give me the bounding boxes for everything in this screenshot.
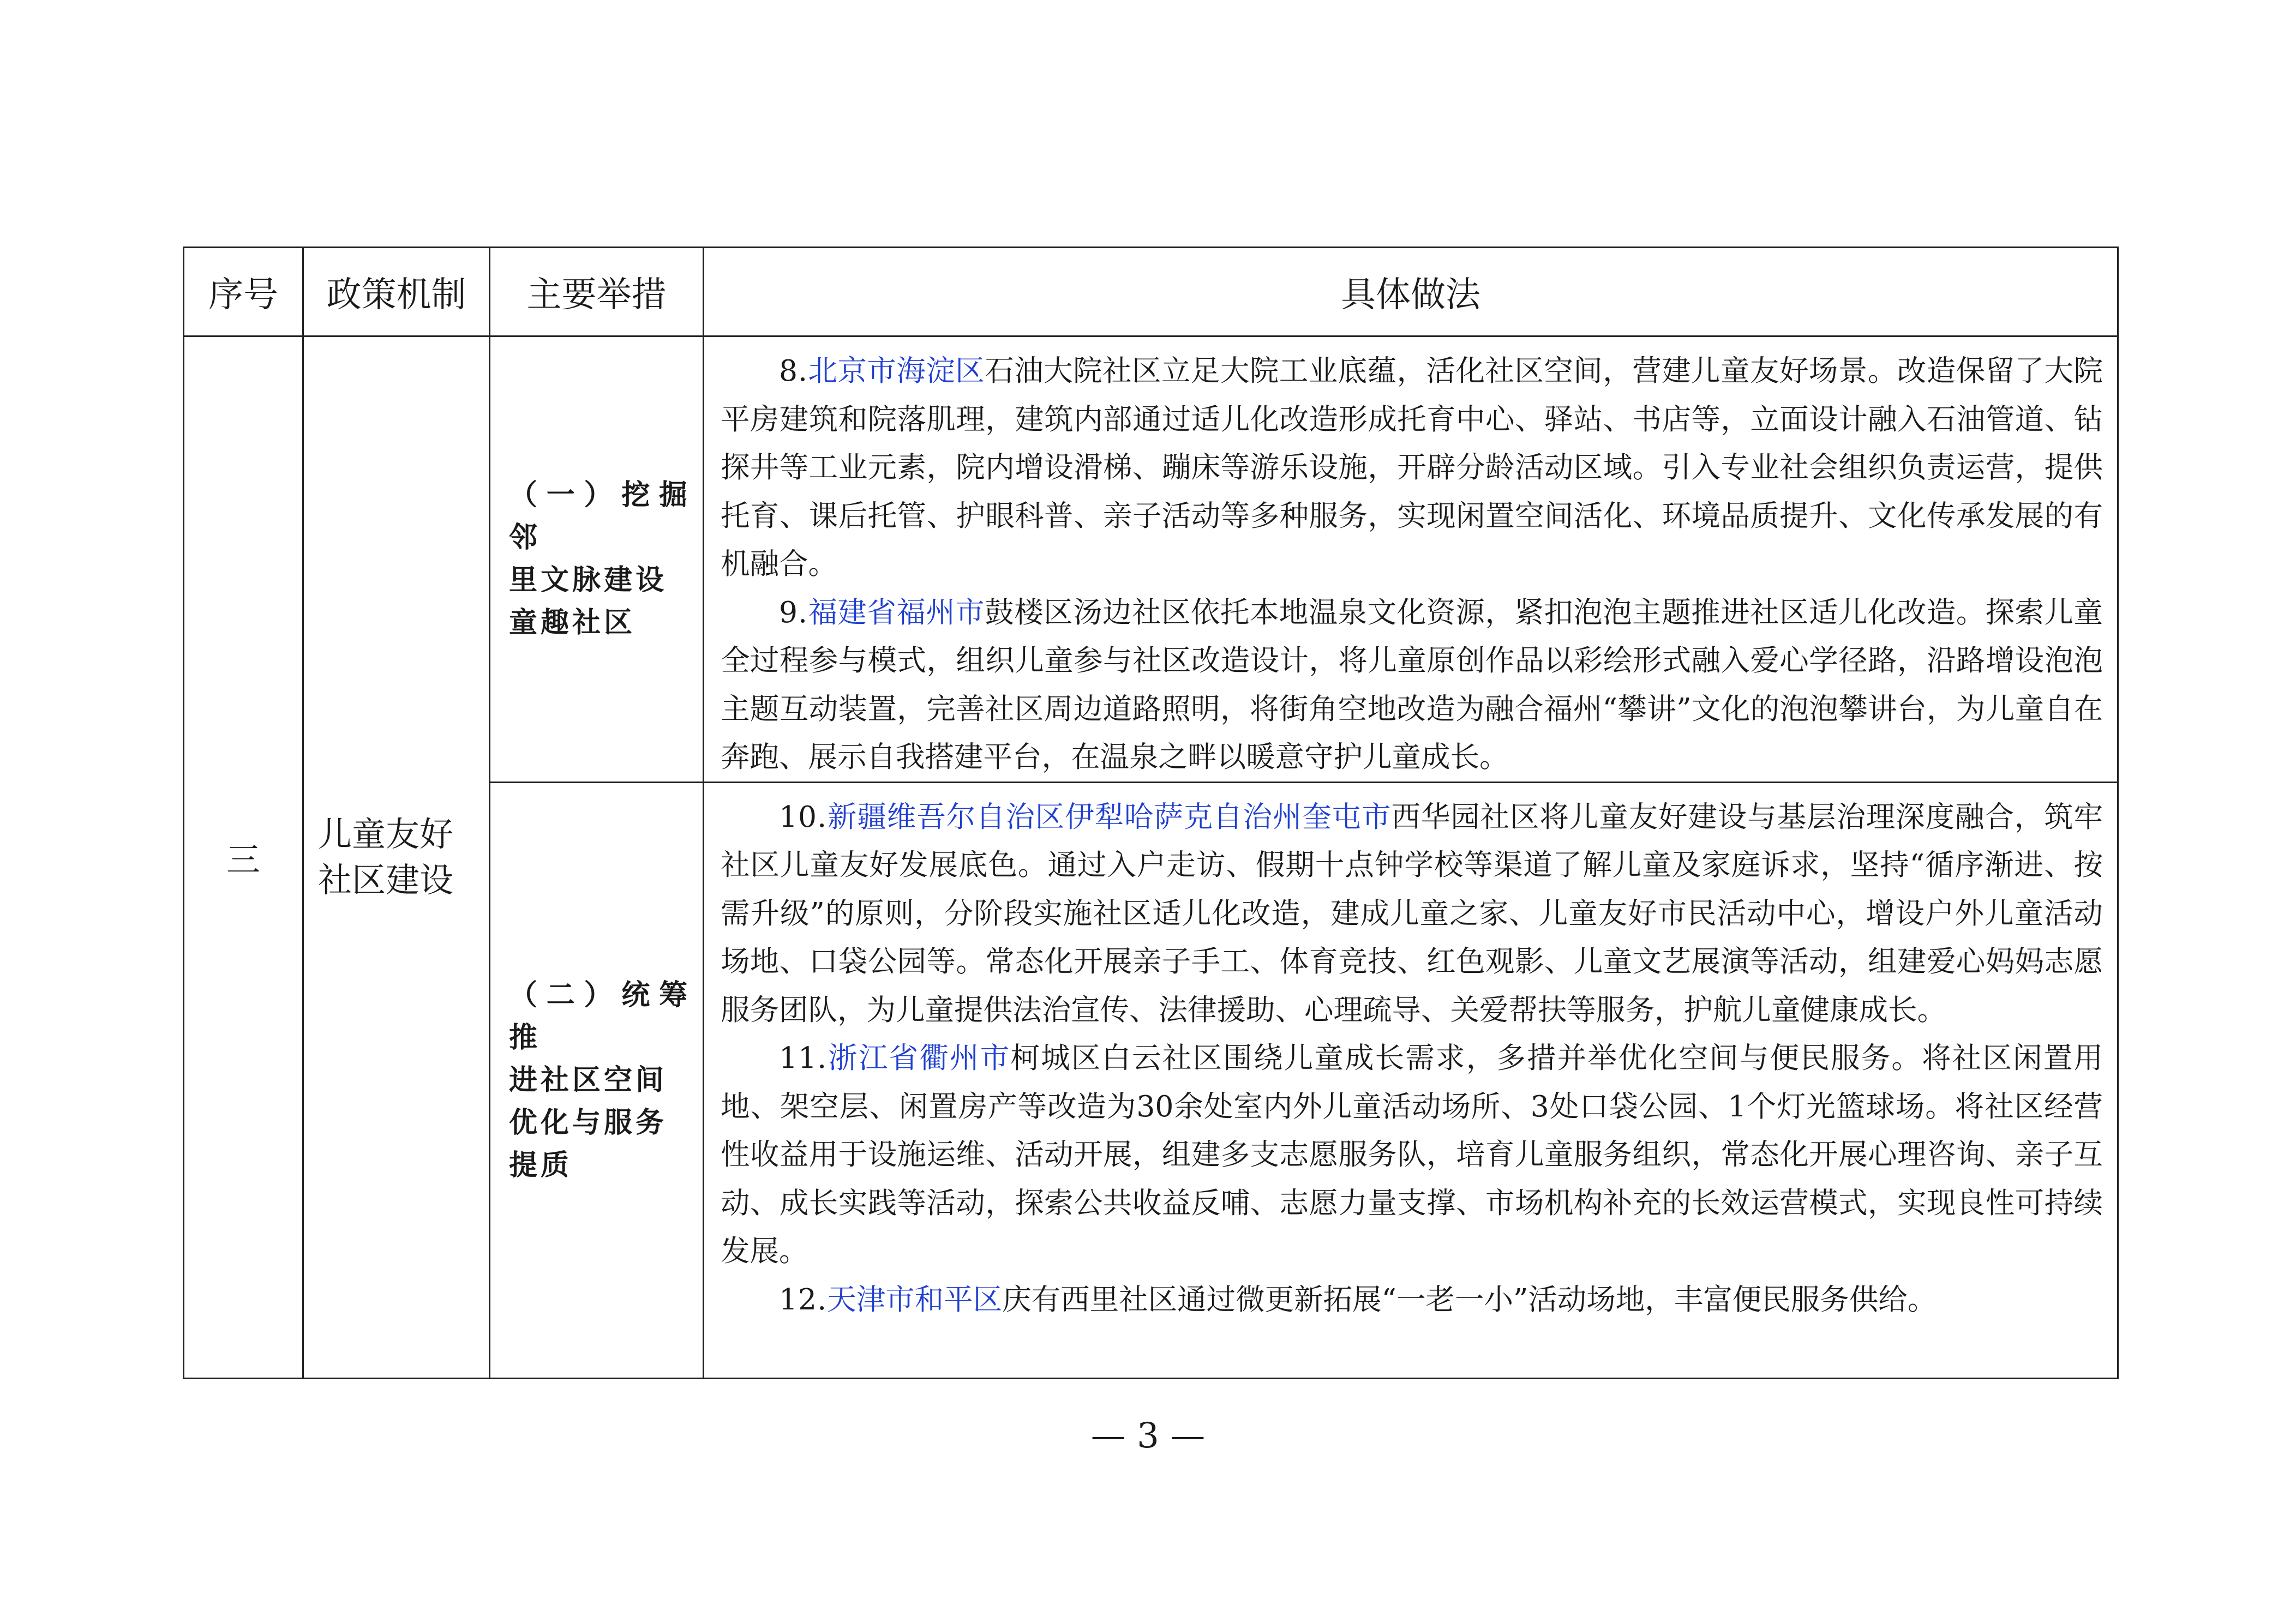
header-measures: 主要举措 bbox=[490, 248, 704, 336]
header-index: 序号 bbox=[184, 248, 303, 336]
item-number: 10. bbox=[779, 799, 828, 834]
practice-text: 庆有西里社区通过微更新拓展“一老一小”活动场地，丰富便民服务供给。 bbox=[1002, 1282, 1937, 1317]
measure-line: 里文脉建设 bbox=[509, 563, 668, 597]
place-name: 北京市海淀区 bbox=[808, 353, 985, 388]
measure-cell-2 bbox=[490, 782, 704, 1378]
detail-cell-1 bbox=[704, 336, 2118, 783]
detail-cell-2 bbox=[704, 782, 2118, 1378]
practice-text: 石油大院社区立足大院工业底蕴，活化社区空间，营建儿童友好场景。改造保留了大院平房建筑和院落肌理，建筑内部通过适儿化改造形成托育中心、驿站、书店等，立面设计融入石油管道、钻探井等工业元素，院内增设滑梯、蹦床等游乐设施，开辟分龄活动区域。引入专业社会组织负责运营，提供托育、课后托管、护眼科普、亲子活动等多种服务，实现闲置空间活化、环境品质提升、文化传承发展的有机融合。 bbox=[721, 353, 2103, 581]
page-number: — 3 — bbox=[1090, 1416, 1206, 1456]
measure-line: 提质 bbox=[509, 1148, 573, 1182]
mechanism-line: 儿童友好 bbox=[318, 814, 454, 854]
mechanism-line: 社区建设 bbox=[318, 859, 454, 900]
measure-line: 童趣社区 bbox=[509, 606, 636, 640]
measure-line: （二）统筹推 bbox=[509, 978, 691, 1054]
header-practices: 具体做法 bbox=[704, 248, 2118, 336]
practice-paragraph bbox=[721, 588, 2103, 782]
item-number: 9. bbox=[779, 594, 808, 629]
place-name: 福建省福州市 bbox=[808, 594, 985, 629]
measure-cell-1 bbox=[490, 336, 704, 783]
table-row bbox=[184, 336, 2118, 783]
policy-table bbox=[183, 247, 2119, 1379]
practice-text: 西华园社区将儿童友好建设与基层治理深度融合，筑牢社区儿童友好发展底色。通过入户走访、假期十点钟学校等渠道了解儿童及家庭诉求，坚持“循序渐进、按需升级”的原则，分阶段实施社区适儿化改造，建成儿童之家、儿童友好市民活动中心，增设户外儿童活动场地、口袋公园等。常态化开展亲子手工、体育竞技、红色观影、儿童文艺展演等活动，组建爱心妈妈志愿服务团队，为儿童提供法治宣传、法律援助、心理疏导、关爱帮扶等服务，护航儿童健康成长。 bbox=[721, 799, 2103, 1027]
item-number: 12. bbox=[779, 1282, 828, 1317]
practice-paragraph bbox=[721, 1034, 2103, 1276]
header-mechanism: 政策机制 bbox=[303, 248, 490, 336]
practice-paragraph bbox=[721, 793, 2103, 1035]
table-header-row bbox=[184, 248, 2118, 336]
place-name: 浙江省衢州市 bbox=[827, 1041, 1011, 1075]
item-number: 8. bbox=[779, 353, 808, 388]
practice-paragraph bbox=[721, 347, 2103, 588]
measure-line: 优化与服务 bbox=[509, 1105, 668, 1139]
practice-text: 鼓楼区汤边社区依托本地温泉文化资源，紧扣泡泡主题推进社区适儿化改造。探索儿童全过程参与模式，组织儿童参与社区改造设计，将儿童原创作品以彩绘形式融入爱心学径路，沿路增设泡泡主题互动装置，完善社区周边道路照明，将街角空地改造为融合福州“攀讲”文化的泡泡攀讲台，为儿童自在奔跑、展示自我搭建平台，在温泉之畔以暖意守护儿童成长。 bbox=[721, 594, 2103, 774]
measure-line: 进社区空间 bbox=[509, 1063, 668, 1097]
item-number: 11. bbox=[779, 1041, 828, 1075]
row-index: 三 bbox=[184, 336, 303, 1379]
measure-line: （一）挖掘邻 bbox=[509, 478, 691, 555]
practice-paragraph bbox=[721, 1276, 2103, 1324]
place-name: 天津市和平区 bbox=[827, 1282, 1003, 1317]
place-name: 新疆维吾尔自治区伊犁哈萨克自治州奎屯市 bbox=[827, 799, 1392, 834]
practice-text: 柯城区白云社区围绕儿童成长需求，多措并举优化空间与便民服务。将社区闲置用地、架空层、闲置房产等改造为30余处室内外儿童活动场所、3处口袋公园、1个灯光篮球场。将社区经营性收益用于设施运维、活动开展，组建多支志愿服务队，培育儿童服务组织，常态化开展心理咨询、亲子互动、成长实践等活动，探索公共收益反哺、志愿力量支撑、市场机构补充的长效运营模式，实现良性可持续发展。 bbox=[721, 1041, 2103, 1268]
row-mechanism bbox=[303, 336, 490, 1379]
